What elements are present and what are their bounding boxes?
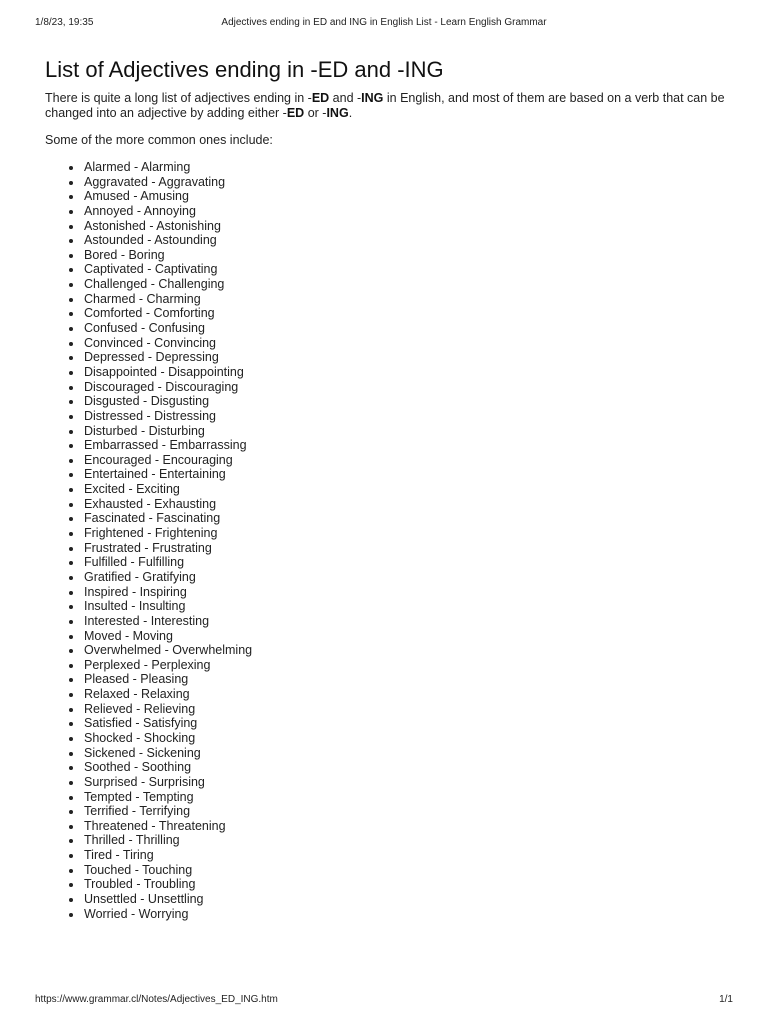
list-item: Threatened - Threatening [84,819,735,834]
intro-ed-1: ED [311,91,330,105]
list-item: Frustrated - Frustrating [84,541,735,556]
list-item: Satisfied - Satisfying [84,716,735,731]
list-item: Moved - Moving [84,629,735,644]
list-item: Aggravated - Aggravating [84,175,735,190]
list-item: Excited - Exciting [84,482,735,497]
list-item: Comforted - Comforting [84,306,735,321]
intro-ing-1: ING [361,91,384,105]
list-item: Disgusted - Disgusting [84,394,735,409]
list-item: Sickened - Sickening [84,746,735,761]
intro-text-1: There is quite a long list of adjectives ending in - [45,91,312,105]
list-item: Overwhelmed - Overwhelming [84,643,735,658]
list-item: Tired - Tiring [84,848,735,863]
list-item: Convinced - Convincing [84,336,735,351]
list-item: Worried - Worrying [84,907,735,922]
list-item: Annoyed - Annoying [84,204,735,219]
list-item: Exhausted - Exhausting [84,497,735,512]
intro-ed-2: ED [286,106,305,120]
list-lead-text: Some of the more common ones include: [45,133,273,147]
list-item: Perplexed - Perplexing [84,658,735,673]
list-item: Charmed - Charming [84,292,735,307]
intro-text-5: . [348,106,353,120]
list-item: Embarrassed - Embarrassing [84,438,735,453]
list-item: Insulted - Insulting [84,599,735,614]
intro-paragraph [45,91,735,121]
list-item: Astounded - Astounding [84,233,735,248]
print-date: 1/8/23, 19:35 [35,17,94,28]
list-item: Disturbed - Disturbing [84,424,735,439]
list-item: Surprised - Surprising [84,775,735,790]
list-item: Soothed - Soothing [84,760,735,775]
article-content [45,56,735,921]
list-item: Challenged - Challenging [84,277,735,292]
list-item: Alarmed - Alarming [84,160,735,175]
list-item: Frightened - Frightening [84,526,735,541]
page-title: List of Adjectives ending in -ED and -ING [45,57,444,82]
adjective-pairs-list [45,160,735,921]
list-item: Shocked - Shocking [84,731,735,746]
list-item: Discouraged - Discouraging [84,380,735,395]
list-item: Thrilled - Thrilling [84,833,735,848]
intro-text-4: or - [304,106,327,120]
list-item: Encouraged - Encouraging [84,453,735,468]
list-item: Confused - Confusing [84,321,735,336]
print-url: https://www.grammar.cl/Notes/Adjectives_ED_ING.htm [35,994,278,1005]
list-item: Astonished - Astonishing [84,219,735,234]
list-item: Touched - Touching [84,863,735,878]
list-item: Fulfilled - Fulfilling [84,555,735,570]
list-item: Relaxed - Relaxing [84,687,735,702]
list-item: Relieved - Relieving [84,702,735,717]
list-item: Fascinated - Fascinating [84,511,735,526]
print-footer [35,994,733,1008]
list-item: Interested - Interesting [84,614,735,629]
intro-text-3: in English, and most of them are based on a verb that can be changed into an adjective by adding either - [45,91,725,120]
print-header [35,17,733,31]
list-item: Bored - Boring [84,248,735,263]
list-item: Pleased - Pleasing [84,672,735,687]
list-item: Tempted - Tempting [84,790,735,805]
list-item: Troubled - Troubling [84,877,735,892]
print-page-number: 1/1 [719,994,733,1005]
intro-ing-2: ING [326,106,349,120]
list-item: Unsettled - Unsettling [84,892,735,907]
list-item: Entertained - Entertaining [84,467,735,482]
list-item: Inspired - Inspiring [84,585,735,600]
print-document-title: Adjectives ending in ED and ING in English List - Learn English Grammar [221,17,547,28]
list-item: Gratified - Gratifying [84,570,735,585]
list-item: Depressed - Depressing [84,350,735,365]
list-item: Amused - Amusing [84,189,735,204]
list-item: Distressed - Distressing [84,409,735,424]
list-item: Disappointed - Disappointing [84,365,735,380]
intro-text-2: and - [329,91,362,105]
list-item: Captivated - Captivating [84,262,735,277]
list-item: Terrified - Terrifying [84,804,735,819]
